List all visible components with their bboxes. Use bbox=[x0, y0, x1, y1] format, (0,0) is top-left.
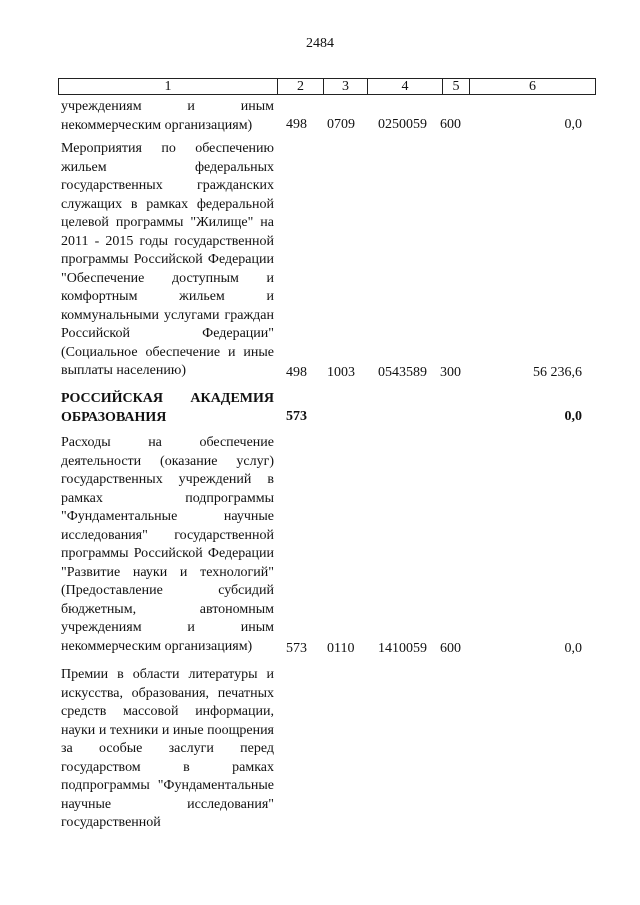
row-3-col2: 573 bbox=[286, 409, 307, 424]
row-1-col3: 0709 bbox=[327, 117, 355, 132]
row-4-col4: 1410059 bbox=[378, 641, 427, 656]
row-1-col2: 498 bbox=[286, 117, 307, 132]
row-1-description: учреждениям и иным некоммерческим организациям) bbox=[61, 99, 274, 133]
row-2-col5: 300 bbox=[440, 365, 461, 380]
page-number: 2484 bbox=[306, 36, 334, 51]
column-header-6: 6 bbox=[529, 79, 536, 94]
row-5-description: Премии в области литературы и искусства, образования, печатных средств массовой информации, науки и техники и иные поощрения за особые заслуги перед государством в рамках подпрограммы "Фундаментальные научные исследования" государственной bbox=[61, 667, 274, 830]
row-2-col3: 1003 bbox=[327, 365, 355, 380]
table-header-row bbox=[58, 78, 596, 95]
row-2-col4: 0543589 bbox=[378, 365, 427, 380]
row-2-description: Мероприятия по обеспечению жильем федеральных государственных гражданских служащих в рамках федеральной целевой программы "Жилище" на 2011 - 2015 годы государственной программы Российской Федерации "Обеспечение доступным и комфортным жильем и коммунальными услугами граждан Российской Федерации" (Социальное обеспечение и иные выплаты населению) bbox=[61, 141, 274, 378]
column-header-2: 2 bbox=[278, 79, 324, 94]
row-4-description: Расходы на обеспечение деятельности (оказание услуг) государственных учреждений в рамках подпрограммы "Фундаментальные научные исследования" государственной программы Российской Федерации "Развитие науки и технологий" (Предоставление субсидий бюджетным, автономным учреждениям и иным некоммерческим организациям) bbox=[61, 435, 274, 654]
row-4-col5: 600 bbox=[440, 641, 461, 656]
column-header-3: 3 bbox=[324, 79, 368, 94]
row-4-col6: 0,0 bbox=[564, 641, 582, 656]
row-1-col6: 0,0 bbox=[564, 117, 582, 132]
row-3-col6: 0,0 bbox=[564, 409, 582, 424]
row-2-col2: 498 bbox=[286, 365, 307, 380]
column-header-4: 4 bbox=[368, 79, 443, 94]
row-1-col4: 0250059 bbox=[378, 117, 427, 132]
row-1-col5: 600 bbox=[440, 117, 461, 132]
row-4-col2: 573 bbox=[286, 641, 307, 656]
column-header-1: 1 bbox=[59, 79, 278, 94]
row-4-col3: 0110 bbox=[327, 641, 355, 656]
row-3-description: РОССИЙСКАЯ АКАДЕМИЯ ОБРАЗОВАНИЯ bbox=[61, 391, 274, 425]
column-header-5: 5 bbox=[443, 79, 470, 94]
row-2-col6: 56 236,6 bbox=[533, 365, 582, 380]
